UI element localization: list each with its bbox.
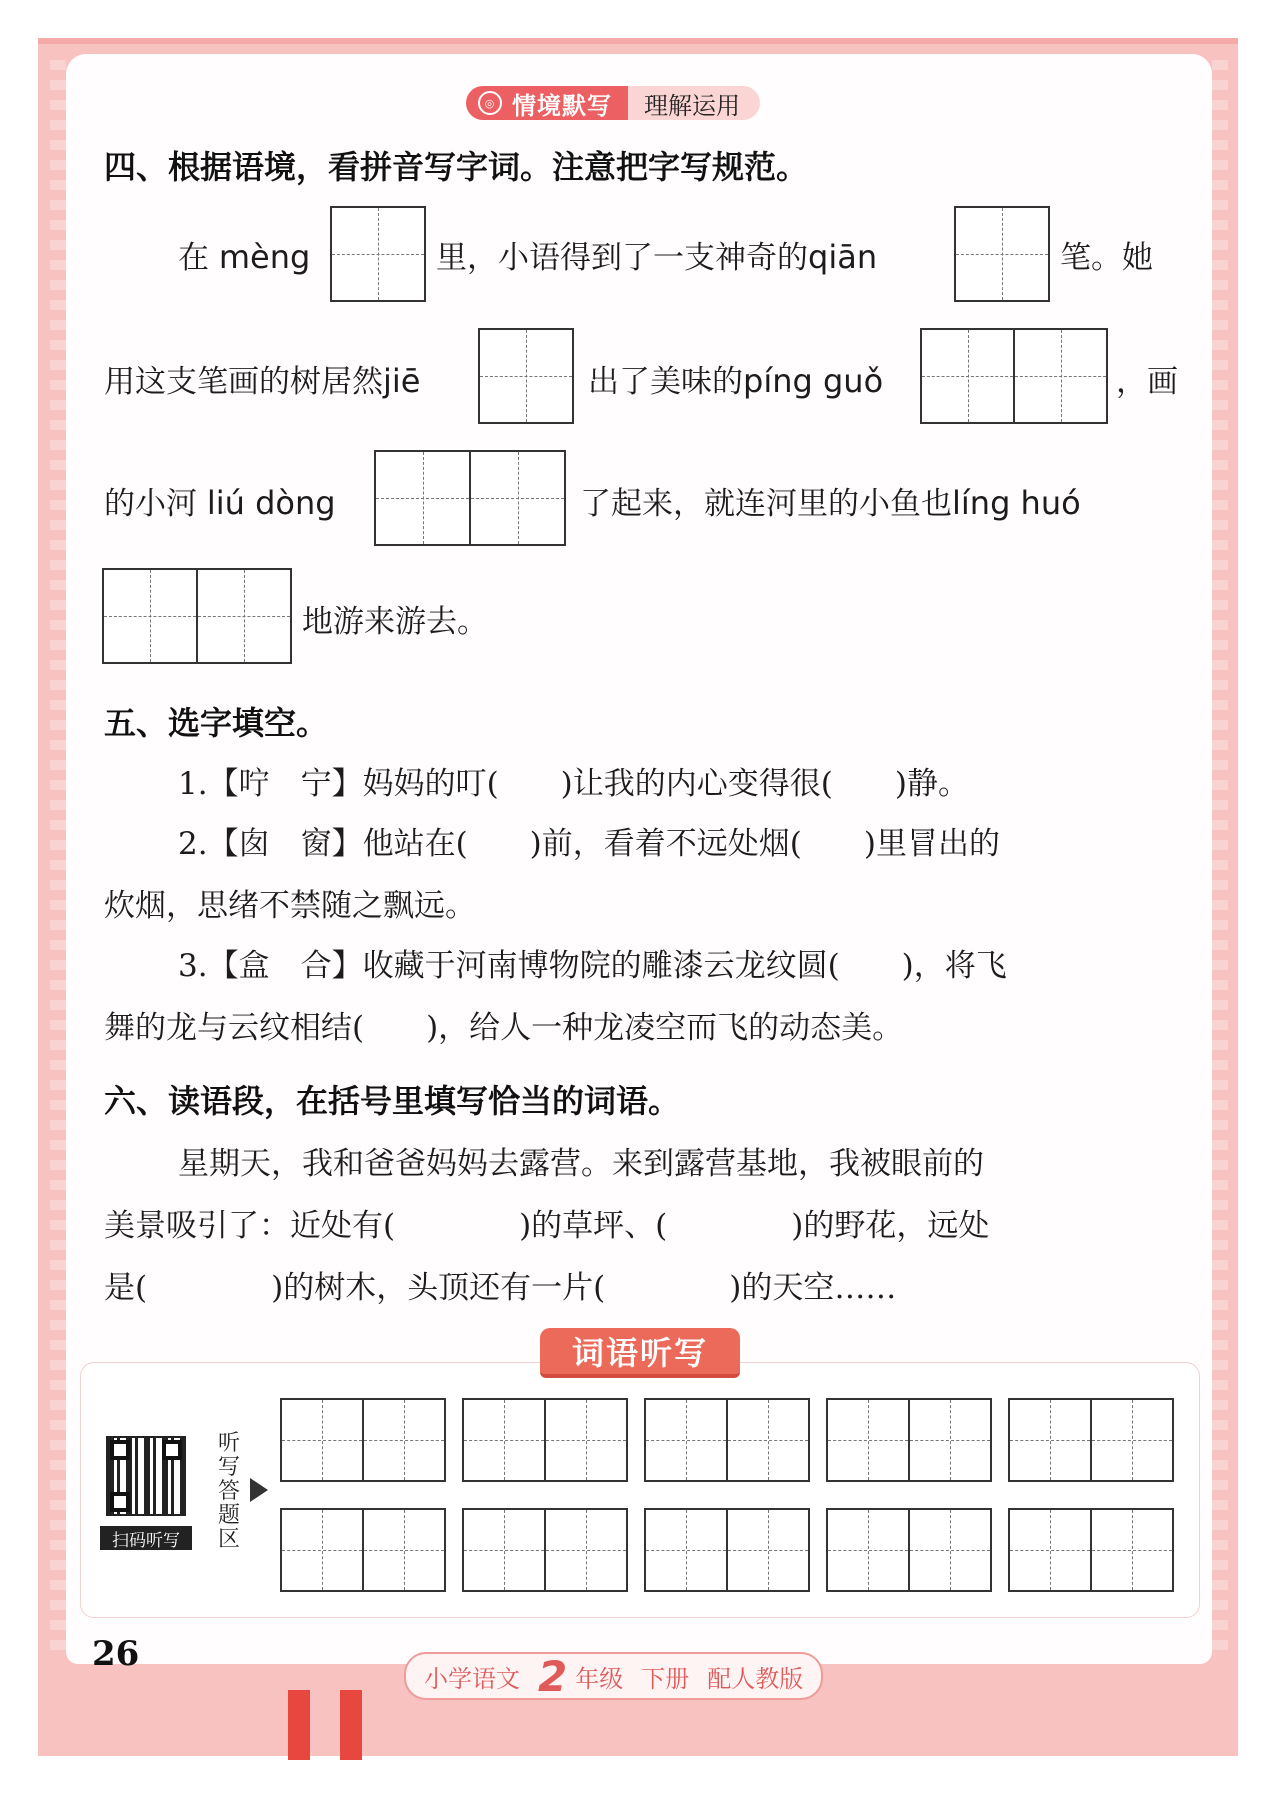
- pinyin-liudong: liú dòng: [206, 484, 336, 522]
- s5-question-1: 1.【咛 宁】妈妈的叮( )让我的内心变得很( )静。: [178, 766, 969, 802]
- s4-text: 在: [178, 240, 209, 276]
- tianzi-box-meng[interactable]: [330, 206, 426, 302]
- pinyin-meng: mèng: [218, 238, 311, 276]
- s4-line3a: [104, 478, 336, 523]
- edge-tab-mark: [288, 1690, 310, 1760]
- s4-line1b: [436, 232, 877, 277]
- pinyin-linghuo: líng huó: [952, 484, 1081, 522]
- frame-top-edge: [38, 38, 1238, 44]
- tianzi-box-jie[interactable]: [478, 328, 574, 424]
- footer-subject: 小学语文: [424, 1664, 520, 1693]
- footer-grade-number: 2: [538, 1651, 568, 1701]
- tianzi-box-qian[interactable]: [954, 206, 1050, 302]
- footer-volume: 下册: [641, 1664, 690, 1693]
- answer-area-label: 听写答题区: [217, 1431, 240, 1552]
- footer-grade-word: 年级: [575, 1664, 624, 1693]
- s6-paragraph-line1: 星期天，我和爸爸妈妈去露营。来到露营基地，我被眼前的: [178, 1146, 984, 1182]
- dictation-tab: 词语听写: [540, 1328, 740, 1378]
- tianzi-box-pingguo[interactable]: [920, 328, 1108, 424]
- s4-line4: 地游来游去。: [302, 604, 488, 640]
- banner-secondary: [628, 86, 760, 120]
- dictation-box[interactable]: [826, 1398, 992, 1482]
- dictation-box[interactable]: [1008, 1398, 1174, 1482]
- pinyin-jie: jiē: [383, 362, 421, 400]
- dictation-box[interactable]: [1008, 1508, 1174, 1592]
- qr-code-icon[interactable]: [106, 1436, 186, 1516]
- s5-question-3a: 3.【盒 合】收藏于河南博物院的雕漆云龙纹圆( )，将飞: [178, 948, 1007, 984]
- dictation-box[interactable]: [462, 1398, 628, 1482]
- section5-title: 五、选字填空。: [104, 704, 329, 742]
- s4-text: 了起来，就连河里的小鱼也: [580, 486, 952, 522]
- tianzi-box-liudong[interactable]: [374, 450, 566, 546]
- arrow-right-icon: [250, 1478, 268, 1502]
- dictation-box[interactable]: [826, 1508, 992, 1592]
- tianzi-box-linghuo[interactable]: [102, 568, 292, 664]
- wavy-border-right: [1212, 60, 1228, 1660]
- dictation-box[interactable]: [280, 1508, 446, 1592]
- dictation-box[interactable]: [462, 1508, 628, 1592]
- s4-line2a: [104, 356, 420, 401]
- dictation-box[interactable]: [280, 1398, 446, 1482]
- banner-left-label: 情境默写: [512, 91, 612, 120]
- s5-question-2a: 2.【囱 窗】他站在( )前，看着不远处烟( )里冒出的: [178, 826, 1000, 862]
- page-number: 26: [92, 1634, 140, 1674]
- s5-question-3b: 舞的龙与云纹相结( )，给人一种龙凌空而飞的动态美。: [104, 1010, 904, 1046]
- s4-line1c: 笔。她: [1060, 240, 1153, 276]
- s4-line3b: [580, 478, 1081, 523]
- section-banner: [466, 86, 760, 120]
- s6-paragraph-line2: 美景吸引了：近处有( )的草坪、( )的野花，远处: [104, 1208, 990, 1244]
- s6-paragraph-line3: 是( )的树木，头顶还有一片( )的天空……: [104, 1270, 897, 1306]
- s4-line2b: [588, 356, 883, 401]
- section4-title: 四、根据语境，看拼音写字词。注意把字写规范。: [104, 148, 809, 186]
- dictation-box[interactable]: [644, 1508, 810, 1592]
- s4-text: 用这支笔画的树居然: [104, 364, 383, 400]
- wavy-border-left: [50, 60, 66, 1660]
- s4-text: 里，小语得到了一支神奇的: [436, 240, 808, 276]
- book-footer: [404, 1652, 823, 1700]
- s4-line1a: [178, 232, 310, 277]
- banner-right-label: 理解运用: [644, 91, 740, 120]
- pinyin-qian: qiān: [808, 238, 878, 276]
- badge-icon: ◎: [478, 91, 502, 115]
- dictation-box[interactable]: [644, 1398, 810, 1482]
- edge-tab-mark: [340, 1690, 362, 1760]
- scan-dictation-label: 扫码听写: [100, 1526, 192, 1550]
- s4-text: 出了美味的: [588, 364, 743, 400]
- banner-primary: [466, 86, 628, 120]
- section6-title: 六、读语段，在括号里填写恰当的词语。: [104, 1082, 681, 1120]
- s4-text: 的小河: [104, 486, 197, 522]
- pinyin-pingguo: píng guǒ: [743, 362, 884, 400]
- s4-line2c: ，画: [1116, 364, 1178, 400]
- footer-edition: 配人教版: [707, 1664, 804, 1693]
- s5-question-2b: 炊烟，思绪不禁随之飘远。: [104, 888, 476, 924]
